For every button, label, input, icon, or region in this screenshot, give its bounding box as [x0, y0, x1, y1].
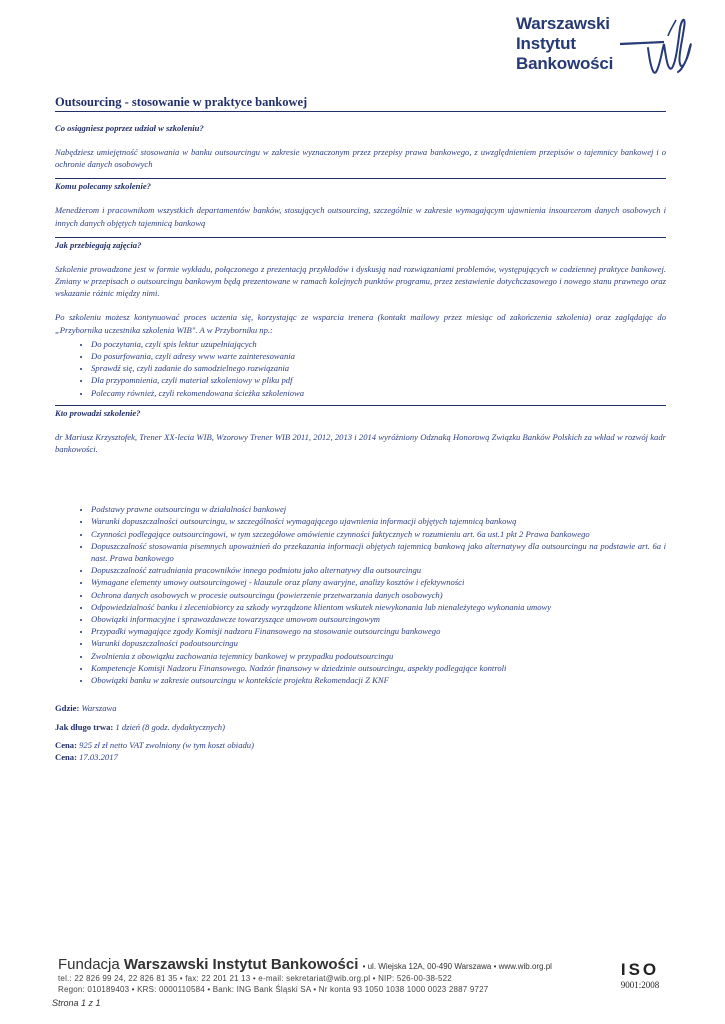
- divider: [55, 237, 666, 238]
- list-item: • Dopuszczalność stosowania pisemnych upoważnień do przekazania informacji objętych tajemnicą bankową jako alternatywy dla outsourcingu na podstawie art. 6a i nast. Prawa bankowego: [91, 540, 666, 564]
- logo-line-3: Bankowości: [516, 54, 614, 73]
- footer-registry-line: Regon: 010189403 • KRS: 0000110584 • Bank: ING Bank Śląski SA • Nr konta 93 1050 1038 1000 0023 2887 9727: [58, 985, 489, 994]
- footer-org: [58, 956, 588, 973]
- list-item: • Wymagane elementy umowy outsourcingowej - klauzule oraz plany awaryjne, analizy kosztów i efektywności: [91, 576, 666, 588]
- list-item: • Odpowiedzialność banku i zleceniobiorcy za szkody wyrządzone klientom wskutek niewykonania lub nienależytego wykonania umowy: [91, 601, 666, 613]
- list-item: • Obowiązki informacyjne i sprawozdawcze towarzyszące umowom outsourcingowym: [91, 613, 666, 625]
- list-item: • Ochrona danych osobowych w procesie outsourcingu (powierzenie przetwarzania danych osobowych): [91, 589, 666, 601]
- list-item: • Przypadki wymagające zgody Komisji nadzoru Finansowego na stosowanie outsourcingu bankowego: [91, 625, 666, 637]
- divider: [55, 178, 666, 179]
- list-item: • Kompetencje Komisji Nadzoru Finansowego. Nadzór finansowy w dziedzinie outsourcingu, aspekty podlegające kontroli: [91, 662, 666, 674]
- wib-logo: [516, 14, 696, 84]
- list-item: • Warunki dopuszczalności outsourcingu, w szczególności wymagającego ujawnienia informacji objętych tajemnicą bankową: [91, 515, 666, 527]
- section-text-toolbox: Po szkoleniu możesz kontynuować proces uczenia się, korzystając ze wsparcia trenera (kontakt mailowy przez miesiąc od zakończenia szkolenia) oraz zaglądając do „Przybornika uczestnika szkolenia WIB". A w Przyborniku np.:: [55, 312, 666, 335]
- list-item: • Polecamy również, czyli rekomendowana ścieżka szkoleniowa: [91, 387, 666, 399]
- list-item: • Sprawdź się, czyli zadanie do samodzielnego rozwiązania: [91, 362, 666, 374]
- wib-monogram-icon: [620, 14, 696, 84]
- section-heading-audience: Komu polecamy szkolenie?: [55, 181, 151, 192]
- section-heading-outcomes: Co osiągniesz poprzez udział w szkoleniu?: [55, 123, 204, 133]
- duration-label: Jak długo trwa:: [55, 721, 114, 732]
- list-item: • Czynności podlegające outsourcingowi, w tym szczegółowe omówienie czynności faktycznych w rozumieniu art. 6a ust.1 pkt 2 Prawa bankowego: [91, 528, 666, 540]
- toolbox-list: [55, 338, 666, 399]
- footer-org-prefix: Fundacja: [58, 956, 120, 973]
- page-number: Strona 1 z 1: [52, 998, 101, 1008]
- footer-contact-line: tel.: 22 826 99 24, 22 826 81 35 • fax: 22 201 21 13 • e-mail: sekretariat@wib.org.pl • NIP: 526-00-38-522: [58, 974, 452, 983]
- section-text-outcomes: Nabędziesz umiejętność stosowania w banku outsourcingu w zakresie wyznaczonym przez przepisy prawa bankowego, z uwzględnieniem przepisów o tajemnicy bankowej i o ochronie danych osobowych: [55, 147, 666, 170]
- section-text-trainer: dr Mariusz Krzysztofek, Trener XX-lecia WIB, Wzorowy Trener WIB 2011, 2012, 2013 i 2014 wyróżniony Odznaką Honorową Związku Banków Polskich za wkład w rozwój kadr bankowości.: [55, 431, 666, 455]
- section-heading-trainer: Kto prowadzi szkolenie?: [55, 407, 141, 418]
- footer: [58, 956, 588, 995]
- logo-line-1: Warszawski: [516, 14, 610, 33]
- location-label: Gdzie:: [55, 703, 80, 714]
- divider: [55, 405, 666, 406]
- list-item: • Podstawy prawne outsourcingu w działalności bankowej: [91, 503, 666, 515]
- section-text-audience: Menedżerom i pracownikom wszystkich departamentów banków, stosujących outsourcing, szczególnie w zakresie wymagającym ujawnienia insourcerom danych osobowych i innych danych objętych tajemnicą bankową: [55, 205, 666, 228]
- price-row: [55, 739, 666, 751]
- duration-row: [55, 721, 666, 733]
- duration-value: 1 dzień (8 godz. dydaktycznych): [115, 721, 225, 732]
- iso-badge: [610, 960, 670, 990]
- section-heading-format: Jak przebiegają zajęcia?: [55, 239, 142, 250]
- list-item: • Dopuszczalność zatrudniania pracowników innego podmiotu jako alternatywy dla outsourcingu: [91, 564, 666, 576]
- program-list: [55, 503, 666, 686]
- date-value: 17.03.2017: [79, 751, 118, 762]
- list-item: • Warunki dopuszczalności podoutsourcingu: [91, 637, 666, 649]
- list-item: • Do poczytania, czyli spis lektur uzupełniających: [91, 338, 666, 350]
- list-item: • Dla przypomnienia, czyli materiał szkoleniowy w pliku pdf: [91, 374, 666, 386]
- iso-label: ISO: [620, 960, 660, 979]
- page-title: Outsourcing - stosowanie w praktyce bankowej: [55, 95, 666, 112]
- date-row: [55, 751, 666, 763]
- list-item: • Do posurfowania, czyli adresy www warte zainteresowania: [91, 350, 666, 362]
- price-value: 925 zł zł netto VAT zwolniony (w tym koszt obiadu): [79, 739, 254, 750]
- iso-standard: 9001:2008: [620, 980, 660, 990]
- document-body: [55, 122, 666, 763]
- footer-org-name: Warszawski Instytut Bankowości: [123, 956, 359, 973]
- location-value: Warszawa: [81, 703, 117, 714]
- list-item: • Obowiązki banku w zakresie outsourcingu w kontekście projektu Rekomendacji Z KNF: [91, 674, 666, 686]
- price-label: Cena:: [55, 739, 77, 750]
- date-label: Cena:: [55, 751, 77, 762]
- section-text-format: Szkolenie prowadzone jest w formie wykładu, połączonego z prezentacją przykładów i dyskusją nad rozwiązaniami problemów, występujących w codziennej praktyce bankowej. Zmiany w przepisach o outsourcingu bankowym będą prezentowane w ramach kolejnych punktów programu, przez zestawienie dotychczasowego i nowego stanu prawnego oraz wskazanie różnic między nimi.: [55, 263, 666, 299]
- footer-org-address: • ul. Wiejska 12A, 00-490 Warszawa • www.wib.org.pl: [362, 962, 552, 971]
- list-item: • Zwolnienia z obowiązku zachowania tejemnicy bankowej w przypadku podoutsourcingu: [91, 650, 666, 662]
- logo-line-2: Instytut: [516, 34, 576, 53]
- location-row: [55, 702, 666, 714]
